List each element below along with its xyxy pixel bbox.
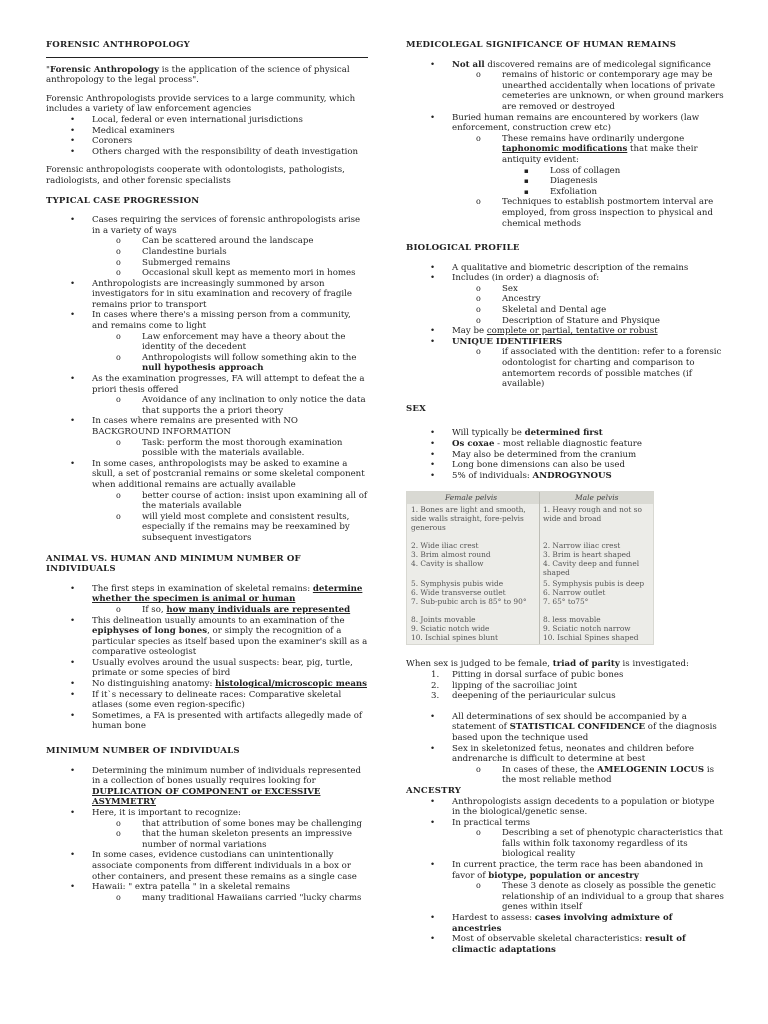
- sub-list-text: that make their antiquity evident:: [502, 144, 698, 165]
- sub-list-item: o remains of historic or contemporary age may be unearthed accidentally when locations of private cemeteries are unknown, or when ground markers are removed or destroyed: [476, 70, 724, 112]
- emphasis-text: determine whether the specimen is animal or human: [92, 583, 363, 605]
- list-item-text: Most of observable skeletal characteristics:: [452, 934, 645, 945]
- sub-list-item: o many traditional Hawaiians carried "lucky charms: [116, 893, 368, 904]
- emphasis-text: UNIQUE IDENTIFIERS: [452, 336, 563, 347]
- list-item: [46, 374, 368, 416]
- list-item: • In some cases, evidence custodians can unintentionally associate components from different individuals in a box or other containers, and present these remains as a single case: [46, 850, 368, 882]
- list-item-text: As the examination progresses, FA will attempt to defeat the a priori thesis offered: [92, 374, 365, 395]
- sub-list-item: o Skeletal and Dental age: [476, 305, 724, 316]
- sub-list-item: o Techniques to establish postmortem interval are employed, from gross inspection to physical and chemical methods: [476, 197, 724, 229]
- list-item: [46, 616, 368, 658]
- list-item: • Coroners: [46, 136, 368, 147]
- male-cell: 2. Narrow iliac crest: [543, 541, 621, 551]
- intro-term: Forensic Anthropology: [49, 64, 160, 75]
- emphasis-text: AMELOGENIN LOCUS: [597, 764, 705, 775]
- sub-list-item: o Submerged remains: [116, 258, 368, 269]
- female-cell: 7. Sub-pubic arch is 85° to 90°: [411, 597, 527, 607]
- sub-list-item: o Description of Stature and Physique: [476, 316, 724, 327]
- item-number: 2.: [431, 680, 440, 691]
- confidence-list: [406, 712, 724, 786]
- female-cell: 2. Wide iliac crest: [411, 541, 479, 551]
- list-item: [406, 934, 724, 955]
- numbered-item-text: lipping of the sacroiliac joint: [452, 680, 578, 691]
- list-item-text: This delineation usually amounts to an examination of the: [92, 615, 345, 626]
- sub-list: [116, 395, 368, 416]
- services-list: [46, 115, 368, 157]
- item-number: 1.: [431, 669, 440, 680]
- section-heading-typical-case: TYPICAL CASE PROGRESSION: [46, 195, 200, 206]
- left-column: [46, 40, 368, 903]
- male-cell: 1. Heavy rough and not so wide and broad: [543, 505, 642, 523]
- sex-list: [406, 428, 724, 481]
- emphasis-text: biotype, population or ancestry: [488, 870, 639, 881]
- sub-list-item: o Law enforcement may have a theory about the identity of the decedent: [116, 332, 368, 353]
- list-item-text: In current practice, the term race has been abandoned in favor of: [452, 860, 704, 881]
- ancestry-list: [406, 797, 724, 956]
- female-cell: 6. Wide transverse outlet: [411, 588, 506, 598]
- emphasis-text: Os coxae: [452, 439, 495, 449]
- sub-list: [116, 893, 368, 904]
- female-cell: 3. Brim almost round: [411, 550, 491, 560]
- section-heading-ancestry: ANCESTRY: [406, 785, 462, 796]
- right-column: [406, 40, 724, 955]
- sub-list-item: [476, 765, 724, 786]
- male-cell: 7. 65° to75°: [543, 597, 589, 607]
- list-item-text: In cases where there's a missing person from a community, and remains come to light: [92, 310, 351, 332]
- list-item: [46, 459, 368, 544]
- emphasis-text: Not all: [452, 59, 485, 70]
- list-item: [406, 712, 724, 744]
- list-item-text: Determining the minimum number of individuals represented in a collection of bones usually requires looking for: [92, 765, 361, 787]
- list-item: • Anthropologists are increasingly summoned by arson investigators for in situ examination and recovery of fragile remains prior to transport: [46, 279, 368, 311]
- male-pelvis-header: Male pelvis: [575, 493, 619, 503]
- list-item-text: May be: [452, 326, 487, 337]
- female-pelvis-header: Female pelvis: [445, 493, 498, 503]
- section-heading-sex: SEX: [406, 403, 427, 414]
- list-item-text: Hardest to assess:: [452, 913, 535, 924]
- emphasis-text: triad of parity: [552, 659, 620, 670]
- list-item: [406, 439, 724, 450]
- sub-list-item: o Task: perform the most thorough examination possible with the materials available.: [116, 438, 368, 459]
- list-item-text: Buried human remains are encountered by workers (law enforcement, construction crew etc): [452, 112, 700, 134]
- list-item-text: All determinations of sex should be accompanied by a statement of: [452, 711, 687, 733]
- section-heading-biological-profile: BIOLOGICAL PROFILE: [406, 243, 520, 254]
- paragraph-text: is investigated:: [619, 659, 689, 670]
- list-item: [406, 744, 724, 786]
- male-cell: 10. Ischial Spines shaped: [543, 633, 639, 643]
- male-cell: 9. Sciatic notch narrow: [543, 624, 631, 634]
- page-title: FORENSIC ANTHROPOLOGY: [46, 40, 368, 58]
- list-item-text: In cases where remains are presented with NO BACKGROUND INFORMATION: [92, 416, 298, 437]
- emphasis-text: complete or partial, tentative or robust: [486, 326, 658, 337]
- list-item: [406, 60, 724, 113]
- sub-list: [476, 284, 724, 326]
- list-item-text: - most reliable diagnostic feature: [494, 439, 642, 449]
- sub-list: [116, 491, 368, 544]
- list-item: [406, 471, 724, 482]
- sub-list-item: o These 3 denote as closely as possible the genetic relationship of an individual to a group that shares genes within itself: [476, 881, 724, 913]
- sub-list: [116, 236, 368, 278]
- section-heading-mni: MINIMUM NUMBER OF INDIVIDUALS: [46, 746, 240, 757]
- sub-sub-list-item: ▪ Loss of collagen: [524, 166, 724, 177]
- sub-list-item: [116, 605, 368, 616]
- female-cell: 9. Sciatic notch wide: [411, 624, 490, 634]
- sub-list-text: Anthropologists will follow something akin to the: [142, 352, 357, 363]
- sub-list-text: In cases of these, the: [502, 764, 598, 775]
- table-header: [407, 492, 653, 504]
- list-item: [406, 913, 724, 934]
- list-item-text: Will typically be: [452, 428, 525, 439]
- list-item: [406, 860, 724, 913]
- female-cell: 5. Symphysis pubis wide: [411, 579, 504, 589]
- sub-list: [116, 332, 368, 374]
- list-item: • Long bone dimensions can also be used: [406, 460, 724, 471]
- emphasis-text: how many individuals are represented: [166, 604, 351, 615]
- section-heading-animal-vs-human: ANIMAL VS. HUMAN AND MINIMUM NUMBER OF INDIVIDUALS: [46, 553, 301, 575]
- sub-list-text: is the most reliable method: [502, 764, 715, 786]
- list-item: [46, 808, 368, 850]
- list-item: [406, 326, 724, 337]
- sub-list: [116, 605, 368, 616]
- list-item: [406, 113, 724, 230]
- male-cell: 8. less movable: [543, 615, 601, 625]
- sub-list-item: o that the human skeleton presents an impressive number of normal variations: [116, 829, 368, 850]
- typical-case-list: [46, 215, 368, 543]
- emphasis-text: STATISTICAL CONFIDENCE: [509, 722, 646, 733]
- numbered-item: [406, 691, 724, 702]
- item-number: 3.: [431, 691, 440, 702]
- list-item: • Anthropologists assign decedents to a population or biotype in the biological/genetic sense.: [406, 797, 724, 818]
- list-item-text: , or simply the recognition of a particular species as itself based upon the examiner's skill as a comparative osteologist: [92, 626, 368, 658]
- numbered-item-text: deepening of the periauricular sulcus: [452, 691, 616, 702]
- female-cell: 10. Ischial spines blunt: [411, 633, 498, 643]
- sub-list-text: If so,: [142, 604, 167, 615]
- emphasis-text: ANDROGYNOUS: [532, 470, 612, 481]
- triad-list: [406, 670, 724, 702]
- female-cell: 1. Bones are light and smooth, side walls straight, fore-pelvis generous: [411, 505, 526, 532]
- male-cell: 6. Narrow outlet: [543, 588, 606, 598]
- list-item: [406, 428, 724, 439]
- sub-list-item: o better course of action: insist upon examining all of the materials available: [116, 491, 368, 512]
- emphasis-text: histological/microscopic means: [215, 679, 368, 690]
- list-item: [406, 273, 724, 326]
- emphasis-text: result of climactic adaptations: [452, 934, 686, 955]
- sub-list: [476, 347, 724, 389]
- mni-list: [46, 766, 368, 904]
- list-item: • If it`s necessary to delineate races: Comparative skeletal atlases (some even region-specific): [46, 690, 368, 711]
- null-hypothesis-term: null hypothesis approach: [142, 363, 264, 374]
- sub-list: [116, 438, 368, 459]
- cooperate-paragraph: Forensic anthropologists cooperate with odontologists, pathologists, radiologists, and other forensic specialists: [46, 165, 345, 186]
- sub-list-item: o Describing a set of phenotypic characteristics that falls within folk taxonomy regardless of its biological reality: [476, 828, 724, 860]
- sub-list-item: o Occasional skull kept as memento mori in homes: [116, 268, 368, 279]
- section-heading-medicolegal: MEDICOLEGAL SIGNIFICANCE OF HUMAN REMAINS: [406, 40, 677, 50]
- female-cell: 4. Cavity is shallow: [411, 559, 484, 569]
- male-cell: 3. Brim is heart shaped: [543, 550, 631, 560]
- list-item: [406, 818, 724, 860]
- male-cell: 5. Symphysis pubis is deep: [543, 579, 645, 589]
- animal-human-list: [46, 584, 368, 732]
- sub-list-item: [116, 353, 368, 374]
- list-item-text: 5% of individuals:: [452, 470, 533, 481]
- list-item: • Sometimes, a FA is presented with artifacts allegedly made of human bone: [46, 711, 368, 732]
- intro-text: is the application of the science of physical anthropology to the legal process".: [46, 64, 350, 86]
- sub-list: [476, 134, 724, 229]
- list-item: • Local, federal or even international jurisdictions: [46, 115, 368, 126]
- sub-list: [476, 881, 724, 913]
- biological-profile-list: [406, 263, 724, 390]
- list-item-text: Includes (in order) a diagnosis of:: [452, 273, 600, 284]
- sub-list-item: o Ancestry: [476, 294, 724, 305]
- sub-sub-list-item: ▪ Exfoliation: [524, 187, 724, 198]
- sub-list-item: o Clandestine burials: [116, 247, 368, 258]
- sub-list: [476, 70, 724, 112]
- pelvis-comparison-table-image: [406, 491, 654, 645]
- list-item-text: of the diagnosis based upon the technique used: [452, 722, 717, 743]
- list-item: [46, 416, 368, 458]
- sub-list: [476, 828, 724, 860]
- medicolegal-list: [406, 60, 724, 230]
- emphasis-text: DUPLICATION OF COMPONENT or EXCESSIVE ASYMMETRY: [92, 786, 321, 808]
- emphasis-text: epiphyses of long bones: [92, 626, 208, 637]
- list-item-text: Sex in skeletonized fetus, neonates and children before andrenarche is difficult to determine at best: [452, 743, 694, 765]
- intro-paragraph: [46, 65, 368, 86]
- paragraph-text: When sex is judged to be female,: [406, 659, 553, 670]
- list-item-text: Cases requiring the services of forensic anthropologists arise in a variety of ways: [92, 215, 361, 236]
- triad-paragraph: [406, 659, 724, 670]
- numbered-item: [406, 670, 724, 681]
- list-item: [46, 679, 368, 690]
- list-item: • A qualitative and biometric description of the remains: [406, 263, 724, 274]
- female-cell: 8. Joints movable: [411, 615, 476, 625]
- sub-sub-list-item: ▪ Diagenesis: [524, 176, 724, 187]
- list-item: [406, 337, 724, 390]
- list-item: • May also be determined from the cranium: [406, 450, 724, 461]
- sub-list-text: These remains have ordinarily undergone: [502, 133, 685, 144]
- numbered-item: [406, 681, 724, 692]
- list-item: • Others charged with the responsibility of death investigation: [46, 147, 368, 158]
- list-item: [46, 215, 368, 279]
- sub-list-item: o Avoidance of any inclination to only notice the data that supports the a priori theory: [116, 395, 368, 416]
- sub-list-item: o Can be scattered around the landscape: [116, 236, 368, 247]
- list-item: [46, 584, 368, 616]
- emphasis-text: cases involving admixture of ancestries: [452, 913, 673, 934]
- intro-quote: ": [46, 64, 50, 75]
- sub-list-item: o will yield most complete and consistent results, especially if the remains may be reexamined by subsequent investigators: [116, 512, 368, 544]
- list-item-text: The first steps in examination of skeletal remains:: [92, 583, 313, 594]
- sub-list-item: o Sex: [476, 284, 724, 295]
- list-item-text: In some cases, anthropologists may be asked to examine a skull, a set of postcranial remains or some skeletal component when additional remains are actually available: [92, 458, 365, 490]
- table-divider: [539, 492, 540, 644]
- emphasis-text: taphonomic modifications: [502, 144, 628, 155]
- list-item: [46, 766, 368, 808]
- sub-sub-list: [524, 166, 724, 198]
- sub-list-item: o if associated with the dentition: refer to a forensic odontologist for charting and comparison to antemortem records of possible matches (if available): [476, 347, 724, 389]
- emphasis-text: determined first: [524, 428, 603, 439]
- list-item-text: In practical terms: [452, 817, 531, 828]
- sub-list: [476, 765, 724, 786]
- sub-list-item: [476, 134, 724, 198]
- list-item: [46, 310, 368, 374]
- list-item-text: Hawaii: " extra patella " in a skeletal remains: [92, 882, 291, 893]
- services-paragraph: Forensic Anthropologists provide services to a large community, which includes a variety of law enforcement agencies: [46, 93, 356, 115]
- list-item: [46, 882, 368, 903]
- list-item: • Medical examiners: [46, 126, 368, 137]
- list-item-text: discovered remains are of medicolegal significance: [484, 59, 711, 70]
- sub-list: [116, 819, 368, 851]
- sub-list-item: o that attribution of some bones may be challenging: [116, 819, 368, 830]
- list-item: • Usually evolves around the usual suspects: bear, pig, turtle, primate or some species of bird: [46, 658, 368, 679]
- list-item-text: Here, it is important to recognize:: [92, 808, 241, 818]
- male-cell: 4. Cavity deep and funnel shaped: [543, 559, 640, 577]
- numbered-item-text: Pitting in dorsal surface of pubic bones: [452, 669, 624, 680]
- list-item-text: No distinguishing anatomy:: [92, 679, 216, 690]
